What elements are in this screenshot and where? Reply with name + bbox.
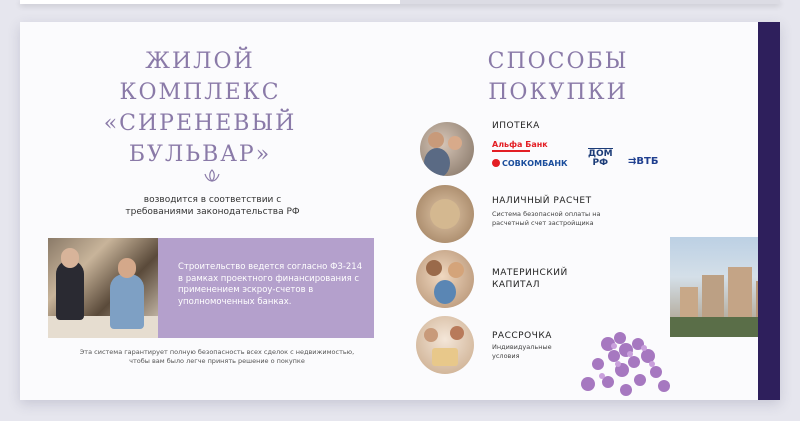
alfa-bank-logo — [492, 140, 548, 152]
domrf-logo — [588, 148, 613, 168]
purchase-methods-title — [468, 46, 648, 108]
meeting-photo — [48, 238, 158, 338]
vtb-logo: ⇉ВТБ — [628, 156, 659, 167]
lilac-flowers-image — [568, 324, 678, 400]
complex-title-line-2: КОМПЛЕКС — [119, 80, 281, 105]
method-installment: РАССРОЧКА — [492, 331, 552, 341]
mortgage-photo — [420, 122, 474, 176]
complex-title — [100, 46, 300, 170]
complex-title-line-3: «СИРЕНЕВЫЙ — [103, 111, 297, 136]
installment-photo — [416, 316, 474, 374]
previous-section-edge — [20, 0, 780, 4]
purchase-title-line-2: ПОКУПКИ — [488, 80, 628, 105]
method-maternity-line-2: КАПИТАЛ — [492, 280, 540, 290]
compliance-text — [110, 194, 315, 218]
purchase-title-line-1: СПОСОБЫ — [487, 49, 629, 74]
compliance-line-2: требованиями законодательства РФ — [125, 207, 300, 217]
sovcombank-label: СОВКОМБАНК — [502, 159, 568, 168]
safety-note — [72, 348, 362, 366]
method-mortgage: ИПОТЕКА — [492, 121, 540, 131]
side-accent-bar — [758, 22, 780, 400]
compliance-line-1: возводится в соответствии с — [143, 195, 282, 205]
installment-desc-line-2: условия — [492, 352, 520, 360]
complex-title-line-4: БУЛЬВАР» — [128, 142, 272, 167]
escrow-info-box — [158, 238, 374, 338]
complex-title-line-1: ЖИЛОЙ — [145, 49, 255, 74]
maternity-capital-photo — [416, 250, 474, 308]
alfa-bank-label: Альфа Банк — [492, 140, 548, 149]
method-installment-desc — [492, 343, 552, 361]
method-maternity-line-1: МАТЕРИНСКИЙ — [492, 268, 568, 278]
cash-payment-photo — [416, 185, 474, 243]
method-cash: НАЛИЧНЫЙ РАСЧЕТ — [492, 196, 592, 206]
safety-note-line-1: Эта система гарантирует полную безопасность всех сделок с недвижимостью, — [79, 348, 355, 356]
sovcombank-logo — [492, 159, 568, 168]
escrow-info-text: Строительство ведется согласно ФЗ-214 в рамках проектного финансирования с применением эскроу-счетов в уполномоченных банках. — [178, 262, 363, 307]
content-card — [20, 22, 780, 400]
method-maternity-capital — [492, 267, 568, 291]
domrf-label-1: ДОМ — [588, 149, 613, 159]
vtb-label: ВТБ — [636, 156, 659, 167]
safety-note-line-2: чтобы вам было легче принять решение о покупке — [129, 357, 305, 365]
method-cash-desc: Система безопасной оплаты на расчетный счет застройщика — [492, 210, 601, 227]
installment-desc-line-1: Индивидуальные — [492, 343, 552, 351]
lotus-icon — [203, 169, 221, 183]
domrf-label-2: РФ — [592, 158, 609, 168]
